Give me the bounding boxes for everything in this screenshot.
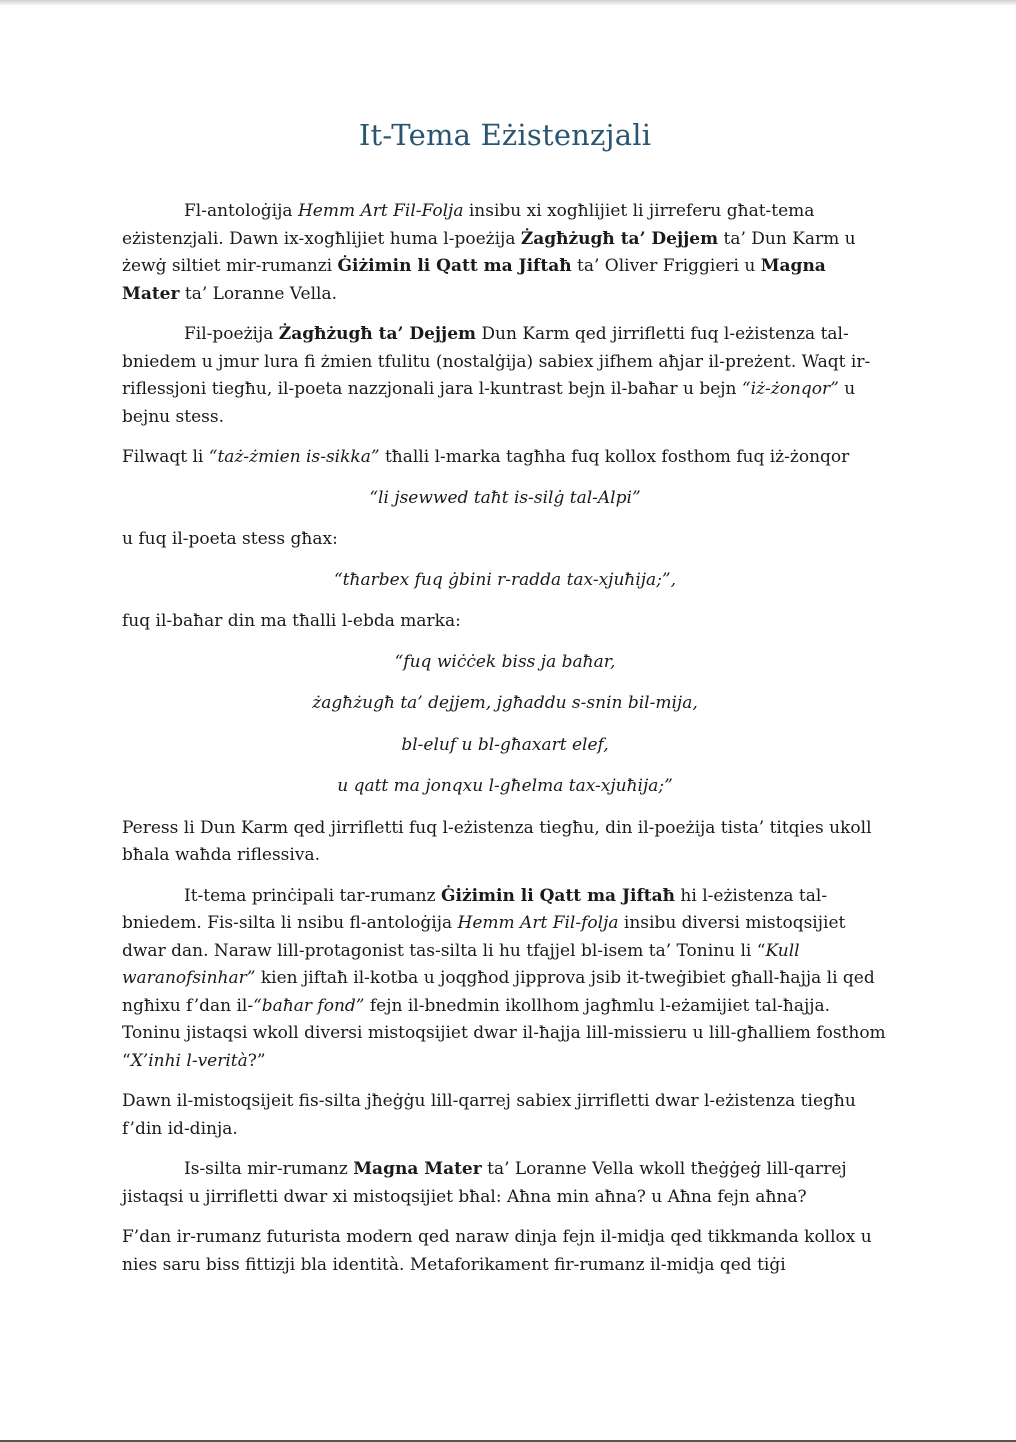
text: kien jiftaħ il-kotba u joqgħod jipprova jsib it-tweġibiet għall-ħajja li qed ngħixu f’dan il- xyxy=(122,968,875,1016)
paragraph-mistoqsijiet: Dawn il-mistoqsijeit fis-silta jħeġġu lill-qarrej sabiex jirrifletti dwar l-eżistenza tiegħu f’din id-dinja. xyxy=(122,1091,856,1139)
text: tħalli l-marka tagħha fuq kollox fosthom fuq iż-żonqor xyxy=(379,447,850,467)
anthology-title: Hemm Art Fil-folja xyxy=(457,913,619,933)
quoted-term: “iż-żonqor” xyxy=(741,379,839,399)
paragraph-poem-intro xyxy=(122,321,888,431)
document-page xyxy=(122,118,888,1292)
paragraph-poeta: u fuq il-poeta stess għax: xyxy=(122,529,338,549)
paragraph-magna-mater xyxy=(122,1156,888,1211)
text: Filwaqt li xyxy=(122,447,209,467)
quote-xjuhija: “tħarbex fuq ġbini r-radda tax-xjuħija;”, xyxy=(333,569,677,590)
text: ?” xyxy=(247,1050,266,1071)
novel-title: Magna Mater xyxy=(122,256,826,304)
paragraph-gizimin xyxy=(122,883,888,1076)
page-top-shadow xyxy=(0,0,1016,6)
paragraph-riflessiva: Peress li Dun Karm qed jirrifletti fuq l-eżistenza tiegħu, din il-poeżija tista’ titqies ukoll bħala waħda riflessiva. xyxy=(122,817,872,865)
text: ta’ Oliver Friggieri u xyxy=(571,256,761,276)
poem-line: u qatt ma jonqxu l-għelma tax-xjuħija;” xyxy=(337,776,673,796)
page-title: It-Tema Eżistenzjali xyxy=(358,118,652,152)
poem-line: “fuq wiċċek biss ja baħar, xyxy=(394,651,616,672)
paragraph-bahar: fuq il-baħar din ma tħalli l-ebda marka: xyxy=(122,611,461,631)
text: It-tema prinċipali tar-rumanz xyxy=(184,885,441,906)
poem-line: bl-eluf u bl-għaxart elef, xyxy=(401,734,609,755)
text: hi l-eżistenza tal-bniedem. Fis-silta li nsibu fl-antoloġija xyxy=(122,885,828,933)
poem-line: żagħżugħ ta’ dejjem, jgħaddu s-snin bil-mija, xyxy=(312,693,698,713)
paragraph-futurista: F’dan ir-rumanz futurista modern qed naraw dinja fejn il-midja qed tikkmanda kollox u nies saru biss fittizji bla identità. Metaforikament fir-rumanz il-midja qed tiġi xyxy=(122,1227,872,1275)
poem-title: Żagħżugħ ta’ Dejjem xyxy=(520,228,719,249)
quoted-term: Kull waranofsinhar” xyxy=(122,940,800,988)
novel-title: Magna Mater xyxy=(353,1159,482,1179)
novel-title: Ġiżimin li Qatt ma Jiftaħ xyxy=(440,885,676,906)
text: Is-silta mir-rumanz xyxy=(184,1159,354,1179)
text: fejn il-bnedmin ikollhom jagħmlu l-eżamijiet tal-ħajja. Toninu jistaqsi wkoll diversi mistoqsijiet dwar il-ħajja lill-missieru u lill-għalliem fosthom “ xyxy=(122,995,886,1071)
quoted-term: “taż-żmien is-sikka” xyxy=(208,447,380,467)
novel-title: Ġiżimin li Qatt ma Jiftaħ xyxy=(337,256,572,276)
text: Fl-antoloġija xyxy=(184,201,298,221)
text: insibu diversi mistoqsijiet dwar dan. Naraw lill-protagonist tas-silta li hu tfajjel bl-isem ta’ Toninu li “ xyxy=(122,913,846,961)
text: ta’ Dun Karm u żewġ siltiet mir-rumanzi xyxy=(122,228,856,276)
poem-title: Żagħżugħ ta’ Dejjem xyxy=(278,324,477,344)
quoted-term: X’inhi l-verità xyxy=(130,1050,248,1071)
paragraph-intro xyxy=(122,198,888,308)
quoted-term: “baħar fond” xyxy=(253,995,365,1016)
text: insibu xi xogħlijiet li jirreferu għat-tema eżistenzjali. Dawn ix-xogħlijiet huma l-poeżija xyxy=(122,201,815,249)
anthology-title: Hemm Art Fil-Folja xyxy=(297,201,464,221)
quote-alpi: “li jsewwed taħt is-silġ tal-Alpi” xyxy=(369,487,641,508)
text: Fil-poeżija xyxy=(184,324,279,344)
paragraph-sikka xyxy=(122,444,888,472)
text: Dun Karm qed jirrifletti fuq l-eżistenza tal-bniedem u jmur lura fi żmien tfulitu (nostalġija) sabiex jifhem aħjar il-preżent. Waqt ir-riflessjoni tiegħu, il-poeta nazzjonali jara l-kuntrast bejn il-baħar u bejn xyxy=(122,324,871,399)
text: u bejnu stess. xyxy=(122,379,856,427)
text: ta’ Loranne Vella wkoll tħeġġeġ lill-qarrej jistaqsi u jirrifletti dwar xi mistoqsijiet bħal: Aħna min aħna? u Aħna fejn aħna? xyxy=(122,1159,847,1207)
text: ta’ Loranne Vella. xyxy=(179,283,337,304)
